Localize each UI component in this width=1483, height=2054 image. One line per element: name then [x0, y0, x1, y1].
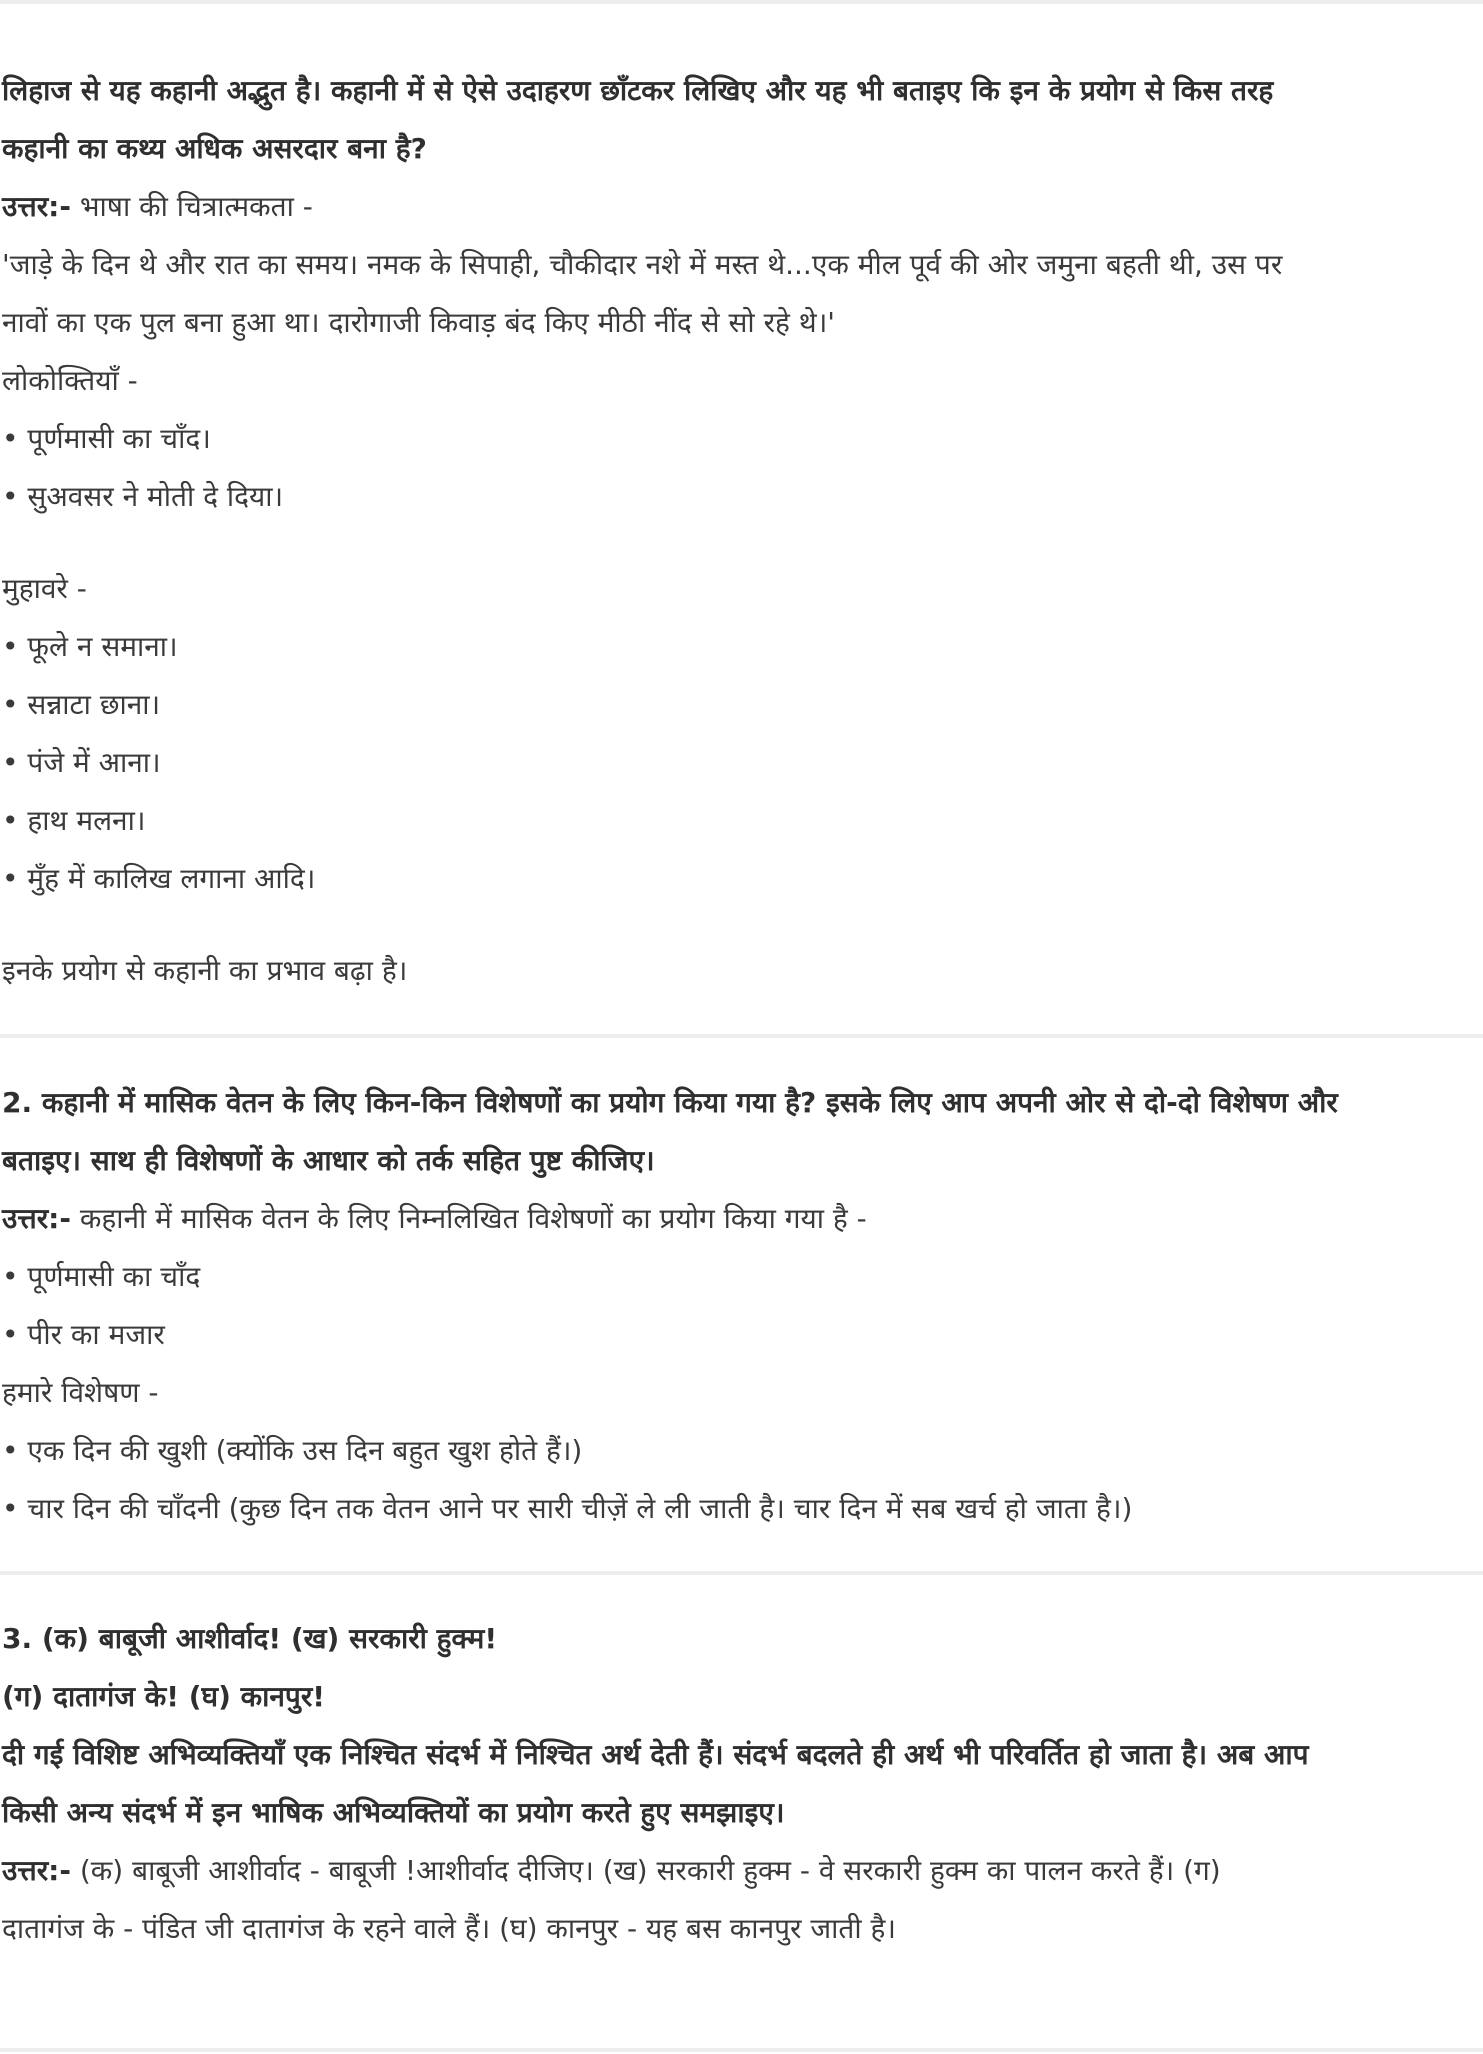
list-item: • पूर्णमासी का चाँद।	[2, 422, 211, 455]
answer-3-line-1	[0, 1842, 1483, 1900]
answer-2-intro-text: कहानी में मासिक वेतन के लिए निम्नलिखित विशेषणों का प्रयोग किया गया है -	[70, 1202, 867, 1235]
quote-line-1: 'जाड़े के दिन थे और रात का समय। नमक के सिपाही, चौकीदार नशे में मस्त थे...एक मील पूर्व की ओर जमुना बहती थी, उस पर	[2, 248, 1283, 281]
top-divider	[0, 0, 1483, 4]
list-item: • पूर्णमासी का चाँद	[2, 1260, 201, 1293]
answer-3-line-1-text: (क) बाबूजी आशीर्वाद - बाबूजी !आशीर्वाद दीजिए। (ख) सरकारी हुक्म - वे सरकारी हुक्म का पालन करते हैं। (ग)	[70, 1854, 1221, 1887]
list-item: • सन्नाटा छाना।	[2, 688, 161, 721]
section-1	[0, 62, 1483, 1000]
question-3-line-3: दी गई विशिष्ट अभिव्यक्तियाँ एक निश्चित संदर्भ में निश्चित अर्थ देती हैं। संदर्भ बदलते ही अर्थ भी परिवर्तित हो जाता है। अब आप	[2, 1738, 1309, 1771]
answer-label: उत्तर:-	[2, 1854, 71, 1887]
question-3-line-2: (ग) दातागंज के! (घ) कानपुर!	[2, 1680, 326, 1713]
section-2	[0, 1074, 1483, 1538]
question-2-line-1: 2. कहानी में मासिक वेतन के लिए किन-किन विशेषणों का प्रयोग किया गया है? इसके लिए आप अपनी ओर से दो-दो विशेषण और	[2, 1086, 1338, 1119]
section-divider	[0, 1034, 1483, 1038]
spacer	[0, 908, 1483, 942]
conclusion-text: इनके प्रयोग से कहानी का प्रभाव बढ़ा है।	[2, 954, 408, 987]
answer-label: उत्तर:-	[2, 190, 71, 223]
answer-label: उत्तर:-	[2, 1202, 71, 1235]
list-item: • हाथ मलना।	[2, 804, 146, 837]
question-1-line-1: लिहाज से यह कहानी अद्भुत है। कहानी में से ऐसे उदाहरण छाँटकर लिखिए और यह भी बताइए कि इन के प्रयोग से किस तरह	[2, 74, 1274, 107]
answer-1-intro	[0, 178, 1483, 236]
answer-2-intro	[0, 1190, 1483, 1248]
section-3	[0, 1610, 1483, 1958]
answer-1-intro-text: भाषा की चित्रात्मकता -	[70, 190, 313, 223]
muhavare-heading: मुहावरे -	[2, 572, 87, 605]
our-adjectives-heading: हमारे विशेषण -	[2, 1376, 159, 1409]
quote-line-2: नावों का एक पुल बना हुआ था। दारोगाजी किवाड़ बंद किए मीठी नींद से सो रहे थे।'	[2, 306, 835, 339]
list-item: • सुअवसर ने मोती दे दिया।	[2, 480, 284, 513]
answer-3-line-2: दातागंज के - पंडित जी दातागंज के रहने वाले हैं। (घ) कानपुर - यह बस कानपुर जाती है।	[2, 1912, 896, 1945]
list-item: • मुँह में कालिख लगाना आदि।	[2, 862, 316, 895]
list-item: • पीर का मजार	[2, 1318, 165, 1351]
list-item: • चार दिन की चाँदनी (कुछ दिन तक वेतन आने पर सारी चीज़ें ले ली जाती है। चार दिन में सब खर्च हो जाता है।)	[2, 1492, 1133, 1525]
spacer	[0, 526, 1483, 560]
question-3-line-1: 3. (क) बाबूजी आशीर्वाद! (ख) सरकारी हुक्म!	[2, 1622, 498, 1655]
list-item: • फूले न समाना।	[2, 630, 178, 663]
question-2-line-2: बताइए। साथ ही विशेषणों के आधार को तर्क सहित पुष्ट कीजिए।	[2, 1144, 655, 1177]
question-3-line-4: किसी अन्य संदर्भ में इन भाषिक अभिव्यक्तियों का प्रयोग करते हुए समझाइए।	[2, 1796, 785, 1829]
bottom-divider	[0, 2048, 1483, 2052]
list-item: • पंजे में आना।	[2, 746, 161, 779]
question-1-line-2: कहानी का कथ्य अधिक असरदार बना है?	[2, 132, 427, 165]
list-item: • एक दिन की खुशी (क्योंकि उस दिन बहुत खुश होते हैं।)	[2, 1434, 583, 1467]
section-divider	[0, 1571, 1483, 1575]
lokoktiyan-heading: लोकोक्तियाँ -	[2, 364, 138, 397]
